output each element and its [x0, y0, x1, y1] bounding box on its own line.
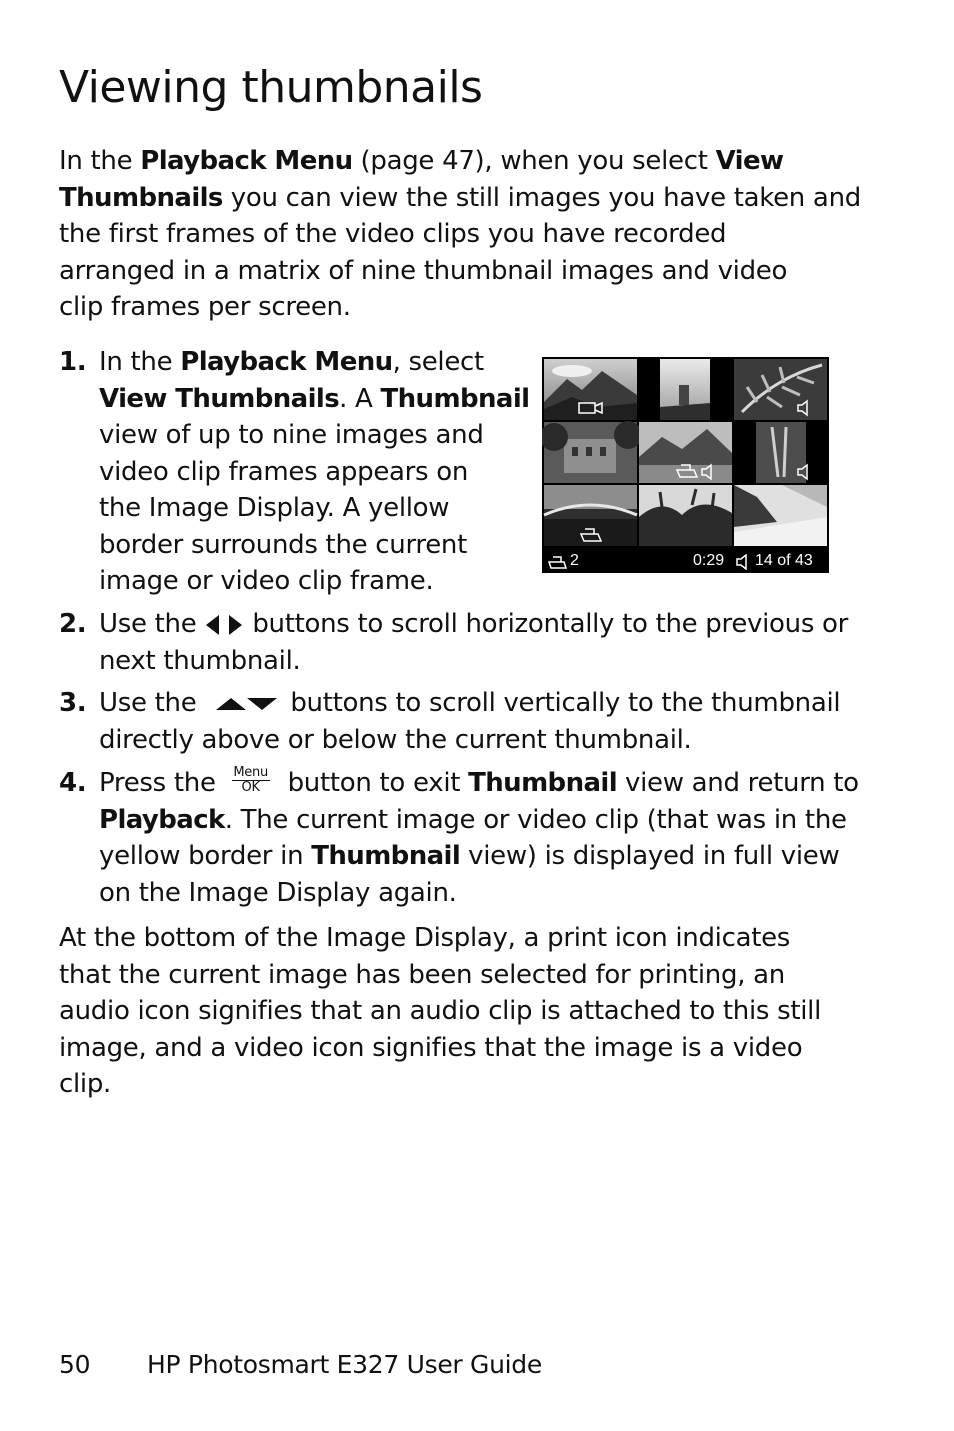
- thumbnail-fern: [734, 359, 827, 420]
- left-right-arrows-icon: [204, 613, 244, 637]
- step-text: In the Playback Menu, select View Thumbnails. A Thumbnail view of up to nine images and video clip frames appears on the Image Display. A yellow border surrounds the current image or video clip frame.: [99, 347, 530, 596]
- thumbnail-screen-illustration: [542, 357, 829, 573]
- step-number: 2.: [59, 609, 87, 639]
- step-number: 1.: [59, 347, 87, 377]
- thumbnail-mountain-clouds: [544, 359, 637, 420]
- menu-ok-button-icon: Menu OK: [233, 765, 268, 795]
- page-title: Viewing thumbnails: [59, 62, 483, 113]
- thumbnail-building-trees: [542, 421, 642, 483]
- intro-paragraph: In the Playback Menu (page 47), when you select View Thumbnails you can view the still images you have taken and the first frames of the video clips you have recorded arranged in a matrix of nine thumbnail images and video clip frames per screen.: [59, 146, 861, 322]
- thumbnail-grid: [542, 357, 829, 573]
- thumbnail-beach: [734, 485, 827, 546]
- lcd-status-bar: [542, 551, 829, 573]
- step-text: Use the buttons to scroll horizontally to the previous or next thumbnail.: [99, 609, 849, 676]
- thumbnail-tower-dark: [639, 359, 732, 420]
- step-number: 3.: [59, 688, 87, 718]
- page-footer: [59, 1350, 542, 1379]
- thumbnail-mountain-lake: [639, 422, 732, 483]
- guide-title: HP Photosmart E327 User Guide: [147, 1350, 542, 1379]
- thumbnail-bridge-night: [544, 485, 637, 546]
- step-text: Use the buttons to scroll vertically to the thumbnail directly above or below the current thumbnail.: [99, 688, 841, 755]
- audio-icon: [736, 554, 750, 570]
- image-position: 14 of 43: [755, 552, 813, 569]
- outro-paragraph: At the bottom of the Image Display, a print icon indicates that the current image has been selected for printing, an audio icon signifies that an audio clip is attached to this still image, and a video icon signifies that the image is a video clip.: [59, 923, 822, 1099]
- up-down-arrows-icon: [214, 694, 278, 714]
- step-text: Press the Menu OK button to exit Thumbnail view and return to Playback. The current image or video clip (that was in the yellow border in Thumbnail view) is displayed in full view on the Image Display again.: [99, 765, 859, 908]
- thumbnail-waterfall: [734, 422, 827, 483]
- page-number: 50: [59, 1350, 91, 1379]
- print-count: 2: [570, 552, 579, 569]
- thumbnail-palm-trees: [639, 485, 732, 546]
- clip-duration: 0:29: [693, 552, 725, 569]
- step-number: 4.: [59, 768, 87, 798]
- print-icon: [547, 554, 567, 570]
